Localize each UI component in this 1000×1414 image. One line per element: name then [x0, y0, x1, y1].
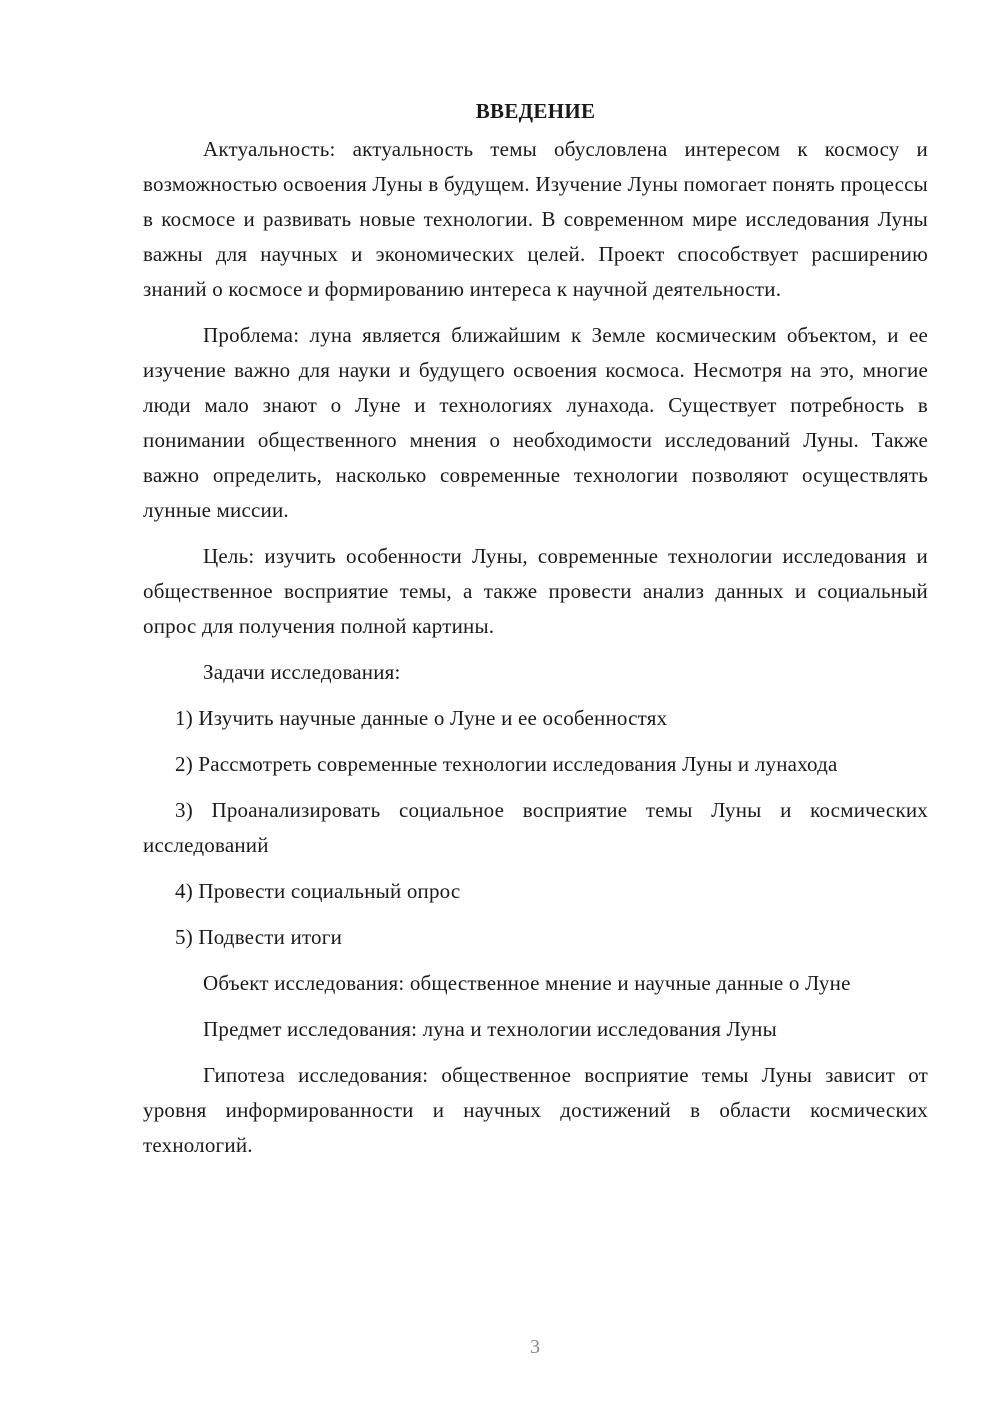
task-item-1: 1) Изучить научные данные о Луне и ее особенностях [175, 706, 668, 730]
task-item-3: 3) Проанализировать социальное восприятие темы Луны и космических исследований [143, 798, 928, 857]
task-item-5: 5) Подвести итоги [175, 925, 343, 949]
tasks-title: Задачи исследования: [203, 660, 401, 684]
paragraph-hypothesis: Гипотеза исследования: общественное восприятие темы Луны зависит от уровня информированности и научных достижений в области космических технологий. [143, 1063, 928, 1157]
paragraph-problem: Проблема: луна является ближайшим к Земле космическим объектом, и ее изучение важно для науки и будущего освоения космоса. Несмотря на это, многие люди мало знают о Луне и технологиях лунахода. Существует потребность в понимании общественного мнения о необходимости исследований Луны. Также важно определить, насколько современные технологии позволяют осуществлять лунные миссии. [143, 323, 928, 522]
paragraph-relevance: Актуальность: актуальность темы обусловлена интересом к космосу и возможностью освоения Луны в будущем. Изучение Луны помогает понять процессы в космосе и развивать новые технологии. В современном мире исследования Луны важны для научных и экономических целей. Проект способствует расширению знаний о космосе и формированию интереса к научной деятельности. [143, 137, 928, 301]
task-item-4: 4) Провести социальный опрос [175, 879, 461, 903]
paragraph-goal: Цель: изучить особенности Луны, современные технологии исследования и общественное восприятие темы, а также провести анализ данных и социальный опрос для получения полной картины. [143, 544, 928, 638]
page-number: 3 [530, 1336, 540, 1358]
section-heading: ВВЕДЕНИЕ [475, 99, 596, 123]
paragraph-subject: Предмет исследования: луна и технологии исследования Луны [203, 1017, 777, 1041]
paragraph-object: Объект исследования: общественное мнение и научные данные о Луне [203, 971, 851, 995]
task-item-2: 2) Рассмотреть современные технологии исследования Луны и лунахода [175, 752, 838, 776]
page-content [143, 96, 928, 1174]
